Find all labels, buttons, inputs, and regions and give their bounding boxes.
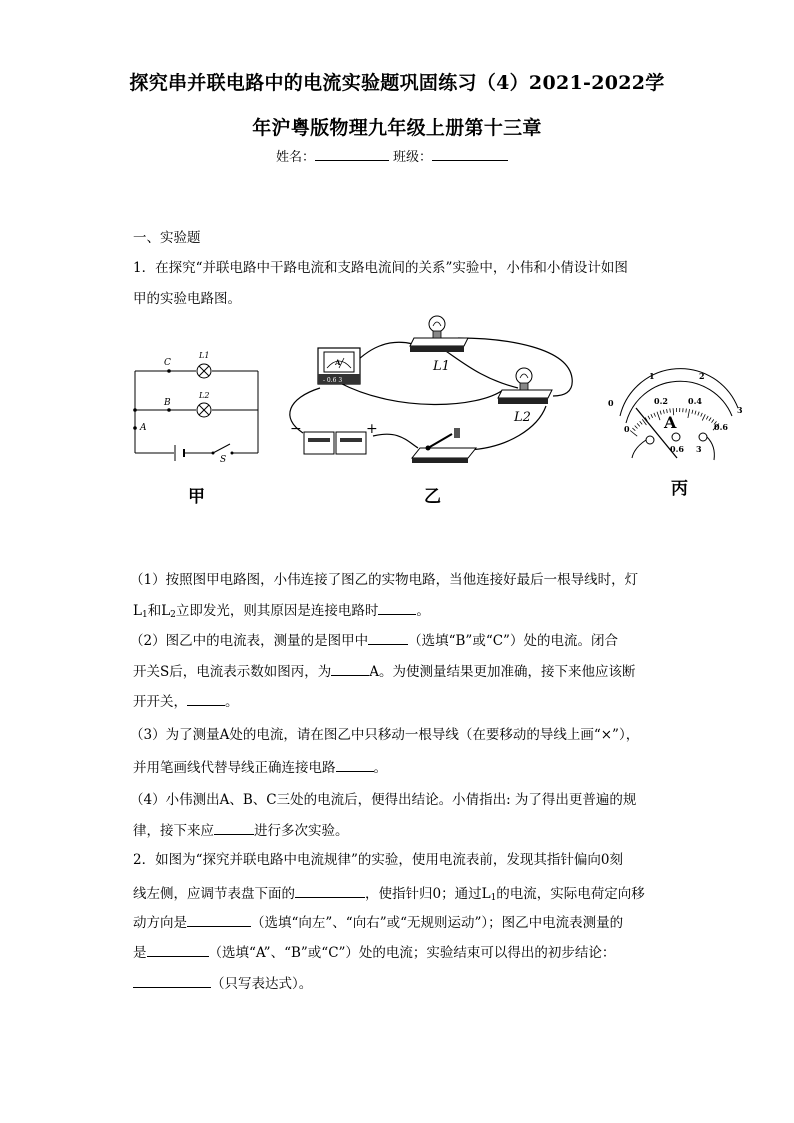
battery-plus-label: + (366, 421, 378, 437)
text: 。 (416, 603, 430, 619)
subscript: 2 (170, 610, 176, 620)
student-info (276, 146, 508, 165)
answer-blank[interactable] (378, 601, 416, 615)
q1-part4-line-1: （4）小伟测出A、B、C三处的电流后，便得出结论。小倩指出: 为了得出更普遍的规 (130, 792, 637, 808)
page-title-line-1: 探究串并联电路中的电流实验题巩固练习（4）2021-2022学 (129, 72, 665, 94)
dial-tick (630, 431, 637, 437)
q2-line-3 (133, 913, 623, 932)
dial-tick (651, 414, 653, 418)
text: 并用笔画线代替导线正确连接电路 (133, 760, 336, 776)
text: （选填“A”、“B”或“C”）处的电流；实验结束可以得出的初步结论： (208, 945, 616, 961)
q1-part2-line-1 (130, 631, 618, 650)
q1-part1-line-1: （1）按照图甲电路图，小伟连接了图乙的实物电路，当他连接好最后一根导线时，灯 (130, 572, 639, 588)
scale-top-1: 1 (649, 371, 655, 381)
text: （选填“B”或“C”）处的电流。闭合 (408, 633, 618, 649)
terminal-0-6: 0.6 (670, 444, 684, 454)
page-title-line-2: 年沪粤版物理九年级上册第十三章 (252, 117, 542, 139)
answer-blank[interactable] (368, 631, 408, 645)
name-label: 姓名： (276, 150, 316, 165)
ammeter-device-terminals: - 0.6 3 (323, 377, 343, 384)
text: 进行多次实验。 (254, 823, 349, 839)
dial-tick (660, 411, 661, 415)
lamp-l2-label: L2 (199, 391, 210, 400)
text: 开开关， (133, 694, 187, 710)
text: 动方向是 (133, 915, 187, 931)
knife-switch (412, 428, 476, 463)
q2-line-4 (133, 943, 615, 962)
dial-tick (640, 421, 643, 424)
q2-line-5 (133, 974, 312, 993)
terminal-3: 3 (696, 444, 702, 454)
scale-bottom-0-4: 0.4 (688, 396, 702, 406)
lamp-l2-device-label: L2 (514, 410, 531, 425)
text: 线左侧，应调节表盘下面的 (133, 886, 295, 902)
scale-bottom-0: 0 (624, 424, 630, 434)
scale-bottom-0-6: 0.6 (714, 422, 728, 432)
point-b-label: B (164, 398, 171, 408)
q1-stem-line-1: 1．在探究“并联电路中干路电流和支路电流间的关系”实验中，小伟和小倩设计如图 (133, 260, 628, 276)
text: ，使指针归0；通过L (365, 886, 491, 902)
answer-blank[interactable] (187, 692, 225, 706)
answer-blank[interactable] (331, 662, 369, 676)
text: A。为使测量结果更加准确，接下来他应该断 (369, 664, 636, 680)
dial-tick (686, 409, 687, 413)
class-label: 班级： (393, 150, 433, 165)
q1-part2-line-3 (133, 692, 239, 711)
scale-top-2: 2 (699, 371, 705, 381)
lamp-l1-device-label: L1 (433, 359, 450, 374)
figure-label-jia: 甲 (188, 487, 205, 507)
dial-tick (698, 412, 699, 416)
battery-pack (290, 421, 378, 454)
text: 是 (133, 945, 147, 961)
q2-line-1: 2．如图为“探究并联电路中电流规律”的实验，使用电流表前，发现其指针偏向0刻 (133, 852, 623, 868)
q1-part4-line-2 (133, 821, 349, 840)
circuit-diagram-jia (128, 345, 266, 465)
text: L (133, 603, 142, 619)
dial-tick (709, 418, 711, 421)
dial-tick (654, 413, 656, 417)
dial-tick (695, 411, 696, 415)
lamp-l1-device (410, 316, 468, 374)
answer-blank[interactable] (214, 821, 254, 835)
text: 。 (225, 694, 239, 710)
q1-stem-line-2: 甲的实验电路图。 (133, 291, 241, 307)
point-c-label: C (164, 358, 171, 368)
figure-label-bing: 丙 (671, 479, 688, 499)
q1-part1-line-2 (133, 601, 430, 624)
text: 开关S后，电流表示数如图丙，为 (133, 664, 332, 680)
answer-blank[interactable] (336, 758, 374, 772)
dial-tick (637, 423, 640, 426)
text: 律，接下来应 (133, 823, 214, 839)
lamp-l2-device (498, 368, 552, 425)
class-blank[interactable] (432, 147, 508, 161)
dial-tick (632, 428, 635, 431)
dial-tick (701, 413, 703, 417)
q1-part2-line-2 (133, 662, 636, 681)
battery-minus-label: − (290, 421, 302, 437)
subscript: 1 (141, 610, 148, 620)
answer-blank[interactable] (133, 974, 211, 988)
physical-circuit-yi (278, 308, 578, 468)
text: 的电流，实际电荷定向移 (496, 886, 645, 902)
dial-tick (670, 409, 671, 413)
ammeter-device-symbol: A (335, 358, 341, 367)
text: （2）图乙中的电流表，测量的是图甲中 (130, 633, 369, 649)
scale-top-3: 3 (737, 405, 743, 415)
dial-tick (706, 416, 708, 420)
section-heading: 一、实验题 (133, 230, 201, 246)
text: （选填“向左”、“向右”或“无规则运动”）；图乙中电流表测量的 (251, 915, 624, 931)
dial-tick (702, 414, 705, 420)
answer-blank[interactable] (187, 913, 251, 927)
ammeter-dial-bing (598, 366, 758, 466)
dial-tick (648, 416, 650, 420)
answer-blank[interactable] (295, 884, 365, 898)
switch-s-label: S (220, 455, 227, 465)
ammeter-device (318, 348, 360, 384)
dial-tick (657, 412, 660, 420)
dial-tick (635, 426, 638, 429)
q2-line-2 (133, 884, 645, 907)
figure-label-yi: 乙 (424, 487, 441, 507)
scale-top-0: 0 (608, 398, 614, 408)
dial-tick (692, 410, 693, 414)
text: （只写表达式）。 (211, 976, 313, 992)
name-blank[interactable] (315, 147, 389, 161)
point-a-label: A (140, 423, 147, 433)
ammeter-unit-symbol: A (664, 413, 677, 432)
text: 。 (373, 760, 387, 776)
lamp-l1-label: L1 (199, 351, 210, 360)
dial-tick (688, 409, 690, 418)
text: 和L (147, 603, 171, 619)
scale-bottom-0-2: 0.2 (654, 396, 668, 406)
text: 立即发光，则其原因是连接电路时 (175, 603, 379, 619)
subscript: 1 (490, 893, 497, 903)
q1-part3-line-1: （3）为了测量A处的电流，请在图乙中只移动一根导线（在要移动的导线上画“×”）， (130, 727, 640, 743)
answer-blank[interactable] (147, 943, 209, 957)
q1-part3-line-2 (133, 758, 387, 777)
